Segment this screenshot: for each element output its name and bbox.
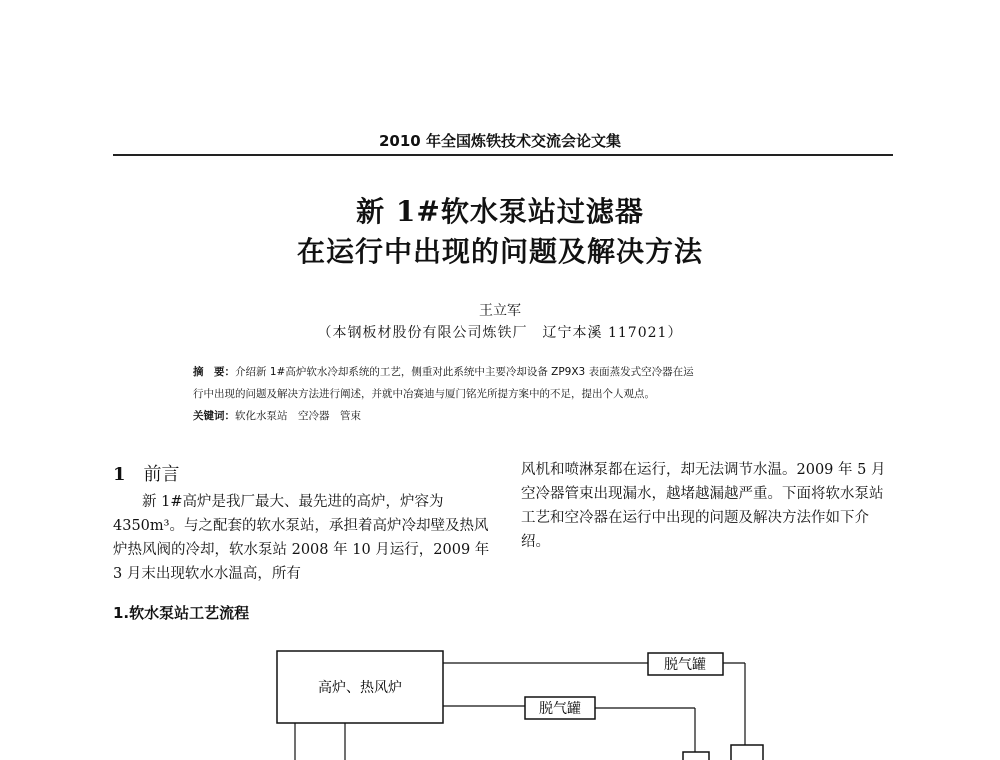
degassing-tank-label-1: 脱气罐 (664, 657, 706, 673)
running-header: 2010 年全国炼铁技术交流会论文集 (379, 132, 621, 150)
equipment-box-1 (683, 752, 709, 760)
subsection-heading: 1.软水泵站工艺流程 (113, 604, 250, 622)
degassing-tank-label-2: 脱气罐 (539, 701, 581, 717)
furnace-label: 高炉、热风炉 (318, 680, 402, 696)
keywords-label: 关键词： (193, 410, 235, 422)
paper-title-line1: 新 1#软水泵站过滤器 (356, 195, 644, 228)
equipment-box-2 (731, 745, 763, 760)
author-name: 王立军 (479, 303, 521, 319)
intro-text-right: 风机和喷淋泵都在运行，却无法调节水温。2009 年 5 月空冷器管束出现漏水，越堵越漏越严重。下面将软水泵站工艺和空冷器在运行中出现的问题及解决方法作如下介绍。 (521, 462, 886, 550)
section-number: 1 (113, 464, 126, 485)
abstract-label: 摘 要： (193, 366, 235, 378)
section-title: 前言 (143, 464, 180, 485)
keywords-text: 软化水泵站 空冷器 管束 (235, 410, 361, 422)
author-affiliation: （本钢板材股份有限公司炼铁厂 辽宁本溪 117021） (317, 325, 683, 341)
abstract-line2: 行中出现的问题及解决方法进行阐述，并就中冶赛迪与厦门铭光所提方案中的不足，提出个人观点。 (193, 388, 655, 400)
abstract-text-1: 介绍新 1#高炉软水冷却系统的工艺，侧重对此系统中主要冷却设备 ZP9X3 表面蒸发式空冷器在运 (235, 366, 694, 378)
paper-title-line2: 在运行中出现的问题及解决方法 (296, 235, 703, 268)
intro-text-left: 新 1#高炉是我厂最大、最先进的高炉，炉容为 4350m³。与之配套的软水泵站，承担着高炉冷却壁及热风炉热风阀的冷却，软水泵站 2008 年 10 月运行，2009 年 3 月末出现软水水温高，所有 (113, 494, 490, 582)
